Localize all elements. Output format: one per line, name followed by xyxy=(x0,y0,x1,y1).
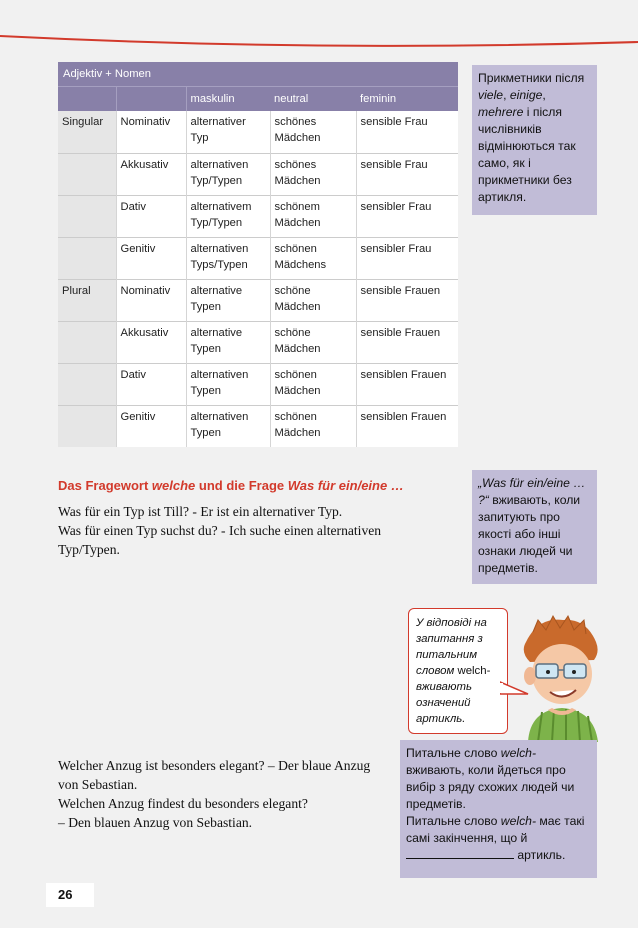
neutral-cell: schönes Mädchen xyxy=(270,111,356,153)
number-cell xyxy=(58,405,116,447)
feminin-cell: sensible Frauen xyxy=(360,326,441,339)
case-cell: Nominativ xyxy=(116,111,186,153)
feminin-cell: sensiblen Frauen xyxy=(360,410,447,423)
side-note-was-fur: „Was für ein/eine … ?“ вживають, коли запитують про якості або інші ознаки людей чи предметів. xyxy=(472,470,597,584)
feminin-cell: sensibler Frau xyxy=(360,200,432,213)
table-row xyxy=(58,153,458,195)
table-row xyxy=(58,195,458,237)
case-cell: Nominativ xyxy=(116,279,186,321)
col-header-maskulin: maskulin xyxy=(186,87,270,112)
maskulin-cell: alternativen Typen xyxy=(186,363,270,405)
table-row xyxy=(58,405,458,447)
number-cell: Plural xyxy=(58,279,116,321)
feminin-cell: sensiblen Frauen xyxy=(360,368,447,381)
adjective-declension-table xyxy=(58,62,458,447)
feminin-cell: sensible Frauen xyxy=(360,284,441,297)
maskulin-cell: alternativen Typs/Typen xyxy=(186,237,270,279)
neutral-cell: schönem Mädchen xyxy=(270,195,356,237)
neutral-cell: schönen Mädchen xyxy=(270,363,356,405)
example-paragraph-1: Was für ein Typ ist Till? - Er ist ein alternativer Typ. Was für einen Typ suchst du? - Ich suche einen alternativen Typ/Typen. xyxy=(58,504,382,557)
feminin-cell: sensible Frau xyxy=(360,158,428,171)
maskulin-cell: alternative Typen xyxy=(186,279,270,321)
neutral-cell: schönes Mädchen xyxy=(270,153,356,195)
top-decorative-line xyxy=(0,0,638,60)
case-cell: Dativ xyxy=(116,363,186,405)
maskulin-cell: alternative Typen xyxy=(186,321,270,363)
page-number: 26 xyxy=(46,883,94,907)
maskulin-cell: alternativen Typ/Typen xyxy=(186,153,270,195)
side-note-welch: Питальне слово welch- вживають, коли йдеться про вибір з ряду схожих людей чи предметів. Питальне слово welch- має такі самі закінчення, що й артикль. xyxy=(400,740,597,878)
table-caption: Adjektiv + Nomen xyxy=(58,62,458,87)
feminin-cell: sensibler Frau xyxy=(360,242,432,255)
speech-bubble: У відповіді на запитання з питальним словом welch- вживають означений артикль. xyxy=(408,608,508,734)
table-row xyxy=(58,237,458,279)
case-cell: Akkusativ xyxy=(116,153,186,195)
neutral-cell: schönen Mädchen xyxy=(270,405,356,447)
number-cell xyxy=(58,363,116,405)
section-heading: Das Fragewort welche und die Frage Was für ein/eine … xyxy=(58,478,404,493)
number-cell: Singular xyxy=(58,111,116,153)
maskulin-cell: alternativem Typ/Typen xyxy=(186,195,270,237)
case-cell: Genitiv xyxy=(116,405,186,447)
number-cell xyxy=(58,153,116,195)
fill-in-blank[interactable] xyxy=(406,847,514,859)
col-header-neutral: neutral xyxy=(270,87,356,112)
example-paragraph-2: Welcher Anzug ist besonders elegant? – Der blaue Anzug von Sebastian. Welchen Anzug findest du besonders elegant? – Den blauen Anzug von Sebastian. xyxy=(58,758,371,830)
neutral-cell: schönen Mädchens xyxy=(270,237,356,279)
maskulin-cell: alternativer Typ xyxy=(186,111,270,153)
case-cell: Dativ xyxy=(116,195,186,237)
number-cell xyxy=(58,237,116,279)
table-row xyxy=(58,111,458,153)
table-row xyxy=(58,321,458,363)
case-cell: Akkusativ xyxy=(116,321,186,363)
maskulin-cell: alternativen Typen xyxy=(186,405,270,447)
neutral-cell: schöne Mädchen xyxy=(270,279,356,321)
number-cell xyxy=(58,321,116,363)
table-row xyxy=(58,279,458,321)
cartoon-boy-icon xyxy=(508,612,608,742)
neutral-cell: schöne Mädchen xyxy=(270,321,356,363)
table-row xyxy=(58,363,458,405)
feminin-cell: sensible Frau xyxy=(360,116,428,128)
side-note-adjectives-after-quantifiers: Прикметники після viele, einige, mehrere і після числівників відмінюються так само, як і прикметники без артикля. xyxy=(472,65,597,215)
col-header-feminin: feminin xyxy=(356,87,458,112)
case-cell: Genitiv xyxy=(116,237,186,279)
number-cell xyxy=(58,195,116,237)
